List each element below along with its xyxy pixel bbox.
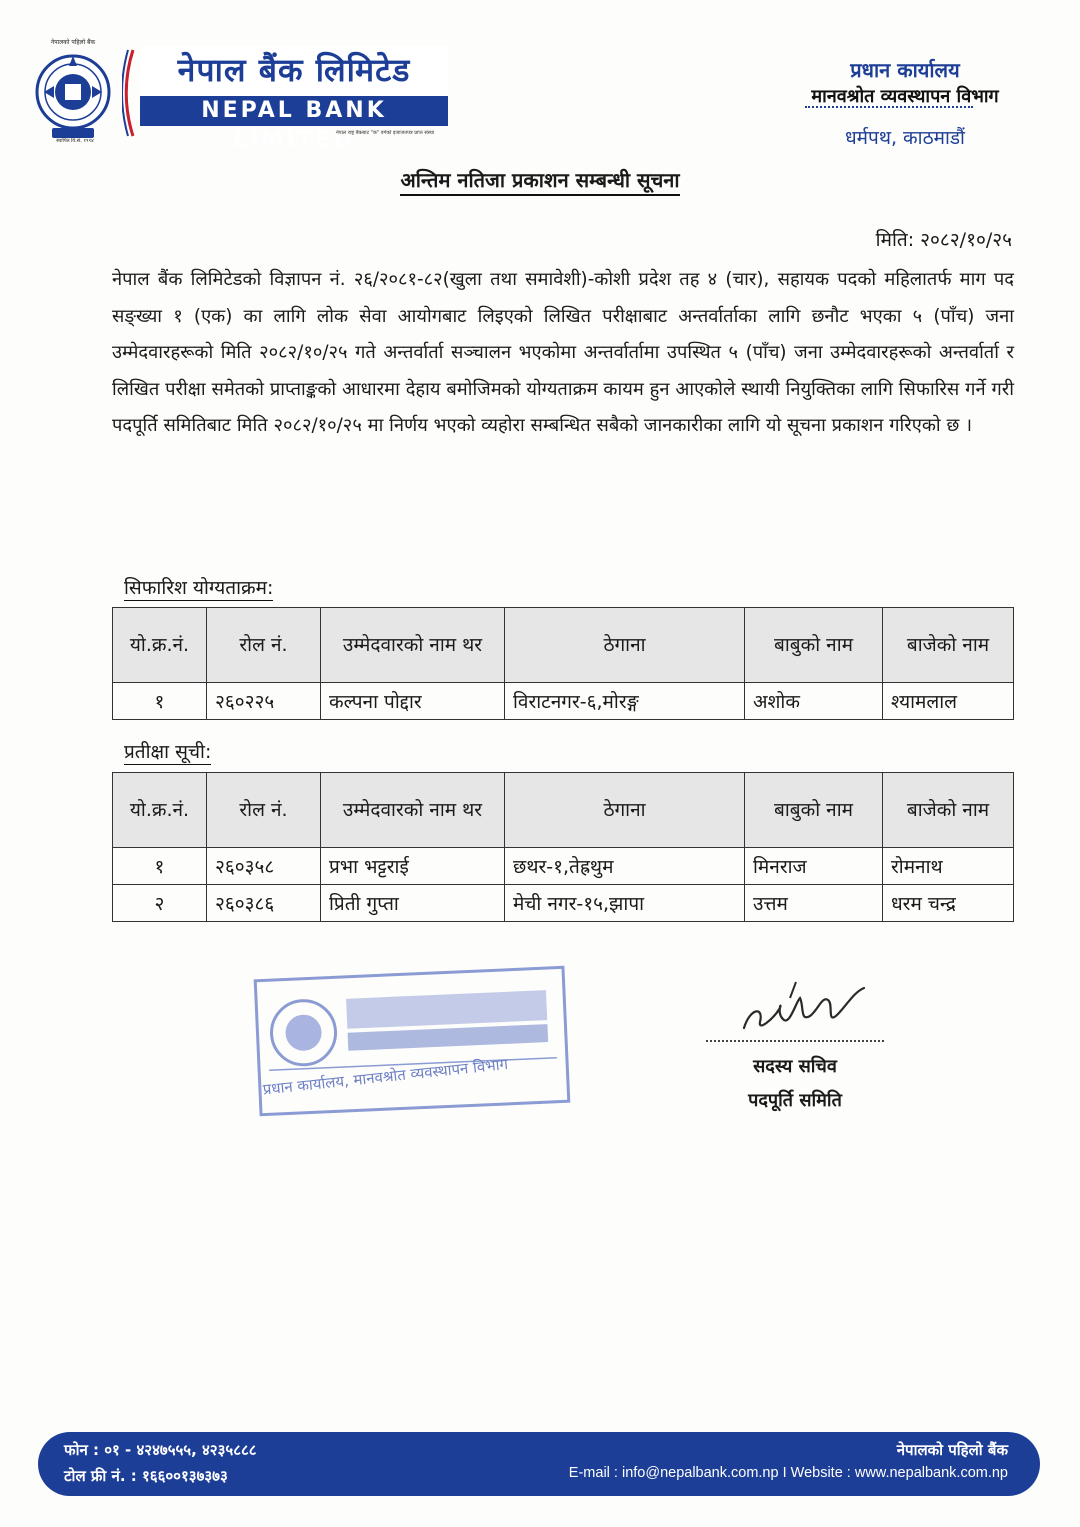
column-header: बाजेको नाम [883,608,1014,683]
signature-line [706,1040,884,1042]
office-address: धर्मपथ, काठमाडौं [845,127,965,149]
father-cell: अशोक [745,683,883,720]
office-title: प्रधान कार्यालय [850,58,960,82]
waiting-caption: प्रतीक्षा सूची: [124,741,212,763]
bank-name-np: नेपाल बैंक लिमिटेड [140,46,448,94]
footer-toll-free: टोल फ्री नं. : १६६००१३७३७३ [64,1467,228,1485]
bank-tagline: नेपाल राष्ट्र बैंकबाट "क" वर्गको इजाजतपत्र प्राप्त संस्था [336,130,435,136]
name-cell: प्रभा भट्टराई [321,848,505,885]
table-row [113,683,1014,720]
father-cell: मिनराज [745,848,883,885]
column-header: रोल नं. [207,608,321,683]
column-header: बाजेको नाम [883,773,1014,848]
signature-icon [730,978,870,1042]
serial-cell: २ [113,885,207,922]
roll-cell: २६०२२५ [207,683,321,720]
column-header: बाबुको नाम [745,608,883,683]
address-cell: विराटनगर-६,मोरङ्ग [505,683,745,720]
column-header: यो.क्र.नं. [113,773,207,848]
grandfather-cell: रोमनाथ [883,848,1014,885]
recommended-table [112,607,1014,720]
waiting-table [112,772,1014,922]
notice-title: अन्तिम नतिजा प्रकाशन सम्बन्धी सूचना [0,166,1080,193]
roll-cell: २६०३८६ [207,885,321,922]
dotted-divider [805,106,973,108]
footer-phone: फोन : ०१ - ४२४७५५५, ४२३५८८८ [64,1441,257,1459]
signatory-committee: पदपूर्ति समिति [748,1090,842,1111]
column-header: रोल नं. [207,773,321,848]
address-cell: मेची नगर-१५,झापा [505,885,745,922]
name-cell: प्रिती गुप्ता [321,885,505,922]
seal-bottom-text: स्थापित वि.सं. १९९४ [56,138,94,144]
roll-cell: २६०३५८ [207,848,321,885]
grandfather-cell: श्यामलाल [883,683,1014,720]
logo-divider-icon [122,48,136,138]
serial-cell: १ [113,848,207,885]
stamp-caption: प्रधान कार्यालय, मानवश्रोत व्यवस्थापन विभाग [261,1054,509,1099]
serial-cell: १ [113,683,207,720]
column-header: बाबुको नाम [745,773,883,848]
column-header: ठेगाना [505,773,745,848]
address-cell: छथर-१,तेह्रथुम [505,848,745,885]
bank-name-en: NEPAL BANK LIMITED [140,96,448,126]
table-row [113,885,1014,922]
column-header: ठेगाना [505,608,745,683]
signatory-title: सदस्य सचिव [753,1056,837,1077]
department-name: मानवश्रोत व्यवस्थापन विभाग [811,86,999,107]
notice-date: मिति: २०८२/१०/२५ [875,229,1012,251]
column-header: यो.क्र.नं. [113,608,207,683]
column-header: उम्मेदवारको नाम थर [321,773,505,848]
table-row [113,848,1014,885]
recommended-caption: सिफारिश योग्यताक्रम: [124,577,274,599]
father-cell: उत्तम [745,885,883,922]
name-cell: कल्पना पोद्दार [321,683,505,720]
page-footer [38,1432,1040,1496]
footer-slogan: नेपालको पहिलो बैंक [896,1441,1008,1459]
bank-seal-icon [32,36,114,152]
grandfather-cell: धरम चन्द्र [883,885,1014,922]
footer-contact[interactable]: E-mail : info@nepalbank.com.np I Website : www.nepalbank.com.np [568,1465,1008,1481]
seal-top-text: नेपालको पहिलो बैंक [50,39,96,46]
column-header: उम्मेदवारको नाम थर [321,608,505,683]
notice-body: नेपाल बैंक लिमिटेडको विज्ञापन नं. २६/२०८१-८२(खुला तथा समावेशी)-कोशी प्रदेश तह ४ (चार), सहायक पदको महिलातर्फ माग पद सङ्ख्या १ (एक) का लागि लोक सेवा आयोगबाट लिइएको लिखित परीक्षाबाट अन्तर्वार्ताका लागि छनौट भएका ५ (पाँच) जना उम्मेदवारहरूको मिति २०८२/१०/२५ गते अन्तर्वार्ता सञ्चालन भएकोमा अन्तर्वार्तामा उपस्थित ५ (पाँच) जना उम्मेदवारहरूको अन्तर्वार्ता र लिखित परीक्षा समेतको प्राप्ताङ्कको आधारमा देहाय बमोजिमको योग्यताक्रम कायम हुन आएकोले स्थायी नियुक्तिका लागि सिफारिस गर्ने गरी पदपूर्ति समितिबाट मिति २०८२/१०/२५ मा निर्णय भएको व्यहोरा सम्बन्धित सबैको जानकारीका लागि यो सूचना प्रकाशन गरिएको छ । [112,269,1014,436]
